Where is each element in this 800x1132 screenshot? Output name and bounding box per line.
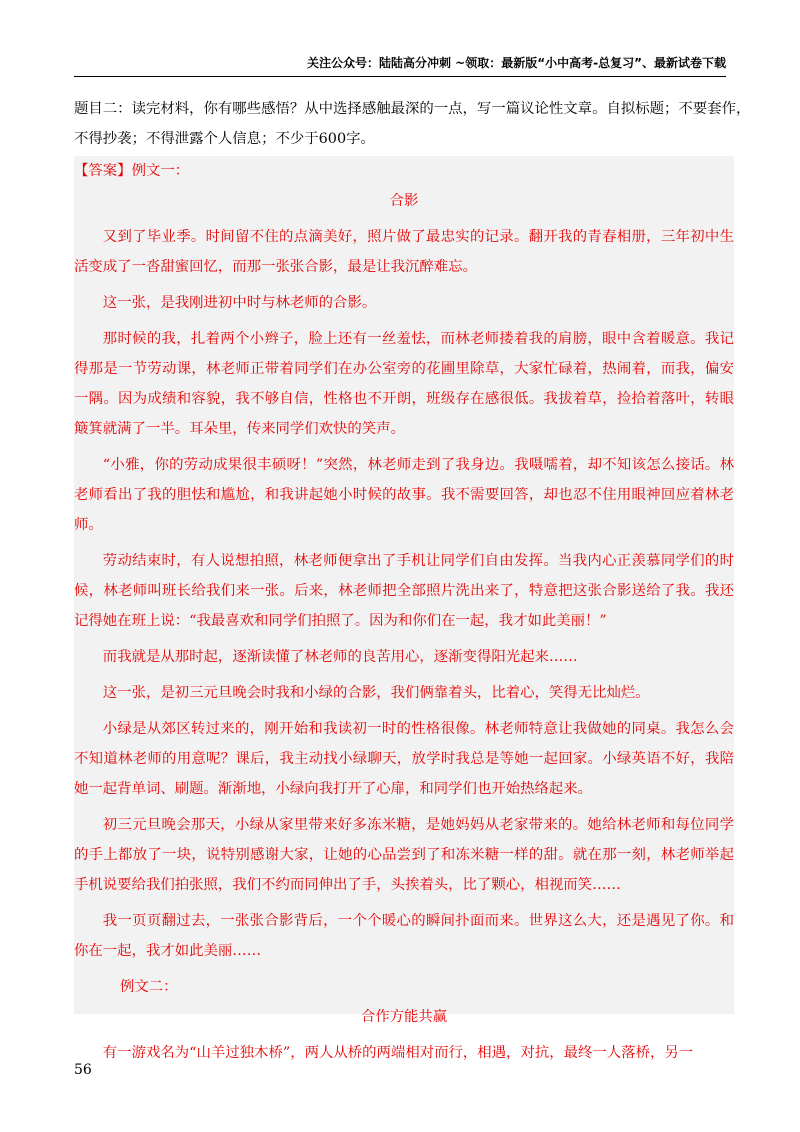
essay-paragraph: 这一张，是我刚进初中时与林老师的合影。 <box>102 295 377 311</box>
essay-title: 合作方能共赢 <box>360 1009 448 1025</box>
essay-paragraph: 而我就是从那时起，逐渐读懂了林老师的良苦用心，逐渐变得阳光起来…… <box>102 649 578 665</box>
essay-label: 例文一： <box>131 163 190 179</box>
essay-label: 例文二： <box>120 979 178 995</box>
essay-paragraph: 小绿是从郊区转过来的，刚开始和我读初一时的性格很像。林老师特意让我做她的同桌。我怎么会不知道林老师的用意呢？课后，我主动找小绿聊天，放学时我总是等她一起回家。小绿英语不好，我陪她一起背单词、刷题。渐渐地，小绿向我打开了心扉，和同学们也开始热络起来。 <box>74 721 734 797</box>
question-line: 不得抄袭；不得泄露个人信息；不少于600字。 <box>74 131 375 147</box>
answer-header <box>74 156 734 186</box>
essay-paragraph: 这一张，是初三元旦晚会时我和小绿的合影，我们俩靠着头，比着心，笑得无比灿烂。 <box>102 685 650 701</box>
essay-paragraph: 初三元旦晚会那天，小绿从家里带来好多冻米糖，是她妈妈从老家带来的。她给林老师和每位同学的手上都放了一块，说特别感谢大家，让她的心品尝到了和冻米糖一样的甜。就在那一刻，林老师举起手机说要给我们拍张照，我们不约而同伸出了手，头挨着头，比了颗心，相视而笑…… <box>74 817 734 893</box>
page-header: 关注公众号：陆陆高分冲刺 ~领取：最新版“小中高考-总复习”、最新试卷下载 <box>307 56 726 70</box>
essay-paragraph: 那时候的我，扎着两个小辫子，脸上还有一丝羞怯，而林老师搂着我的肩膀，眼中含着暖意。我记得那是一节劳动课，林老师正带着同学们在办公室旁的花圃里除草，大家忙碌着，热闹着，而我，偏安一隅。因为成绩和容貌，我不够自信，性格也不开朗，班级存在感很低。我拔着草，捡拾着落叶，转眼簸箕就满了一半。耳朵里，传来同学们欢快的笑声。 <box>74 331 734 437</box>
essay-paragraph: 又到了毕业季。时间留不住的点滴美好，照片做了最忠实的记录。翻开我的青春相册，三年初中生活变成了一沓甜蜜回忆，而那一张张合影，最是让我沉醉难忘。 <box>74 229 734 275</box>
essay-paragraph: “小雅，你的劳动成果很丰硕呀！”突然，林老师走到了我身边。我嗫嚅着，却不知该怎么接话。林老师看出了我的胆怯和尴尬，和我讲起她小时候的故事。我不需要回答，却也忍不住用眼神回应着林老师。 <box>74 457 734 533</box>
answer-tag: 【答案】 <box>74 163 132 179</box>
header-divider <box>74 76 726 77</box>
essay-title: 合影 <box>389 193 419 209</box>
page-number: 56 <box>74 1062 92 1078</box>
question-prompt <box>74 94 751 154</box>
question-line: 题目二：读完材料，你有哪些感悟？从中选择感触最深的一点，写一篇议论性文章。自拟标题；不要套作， <box>74 101 751 117</box>
essay-paragraph: 我一页页翻过去，一张张合影背后，一个个暖心的瞬间扑面而来。世界这么大，还是遇见了你。和你在一起，我才如此美丽…… <box>74 913 734 959</box>
answer-section <box>74 156 734 1061</box>
essay-paragraph: 劳动结束时，有人说想拍照，林老师便拿出了手机让同学们自由发挥。当我内心正羡慕同学们的时候，林老师叫班长给我们来一张。后来，林老师把全部照片洗出来了，特意把这张合影送给了我。我还记得她在班上说：“我最喜欢和同学们拍照了。因为和你们在一起，我才如此美丽！” <box>74 553 734 629</box>
essay-paragraph: 有一游戏名为“山羊过独木桥”，两人从桥的两端相对而行，相遇，对抗，最终一人落桥，另一 <box>102 1045 694 1061</box>
